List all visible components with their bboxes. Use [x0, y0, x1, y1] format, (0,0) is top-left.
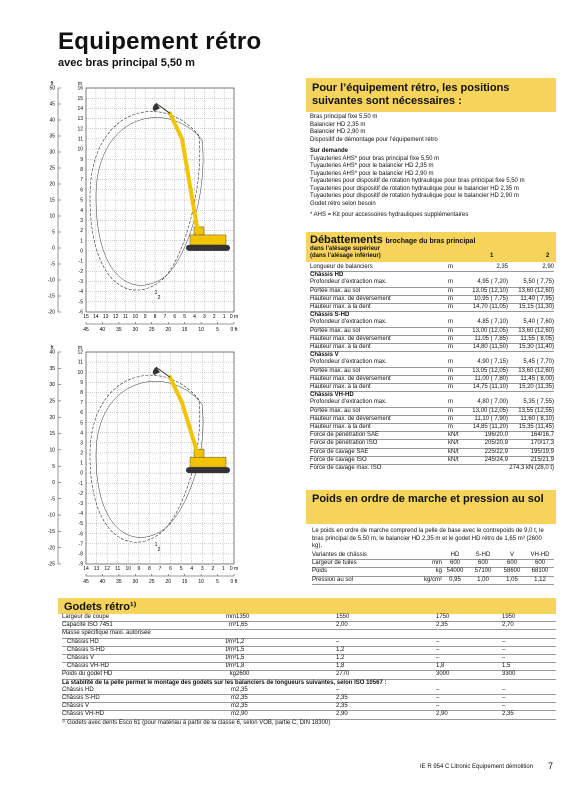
table-row: Châssis S-HD m 2,35 2,35 – – [62, 695, 556, 703]
equipment-heading: Pour l’équipement rétro, les positions suivantes sont nécessaires : [306, 78, 556, 112]
equipment-list [310, 114, 556, 220]
ft-tick-label: 20 [49, 181, 55, 188]
ft-tick-label: 40 [49, 117, 55, 124]
x-m-label: 12 [112, 314, 119, 320]
table-row: Portée max. au sol m 13,05 (12,10) 13,60 (12,60) [310, 287, 554, 294]
table-row: Force de cavage SAE kN/t 225/22,9 195/19,9 [310, 448, 554, 455]
weight-heading: Poids en ordre de marche et pression au sol [306, 490, 556, 524]
x-m-label: 10 [132, 314, 139, 320]
equipment-item: Balancier HD 2,90 m [310, 129, 366, 135]
table-row: Variantes de châssis HD S-HD V VH-HD [312, 552, 554, 560]
ft-tick-label: -20 [47, 309, 55, 316]
m-tick-label: 11 [77, 359, 83, 366]
x-ft-label: 0 ft [230, 327, 238, 333]
ft-tick-label: -25 [47, 561, 55, 568]
x-m-label: 8 [153, 314, 157, 320]
m-tick-label: -3 [78, 279, 83, 286]
x-m-label: 12 [104, 566, 110, 572]
demand-item: Tuyauteries AHS* pour bras principal fixe 5,50 m [310, 155, 440, 162]
x-m-label: 13 [102, 314, 109, 320]
curve-label-1: 1 [154, 542, 158, 548]
ft-tick-label: 50 [49, 85, 55, 92]
ft-tick-label: 0 [52, 245, 55, 252]
ahs-note: * AHS = Kit pour accessoires hydrauliques supplémentaires [310, 212, 469, 218]
ft-tick-label: 0 [52, 480, 55, 487]
x-ft-label: 25 [148, 579, 155, 585]
ft-tick-label: 35 [49, 365, 55, 372]
m-tick-label: -5 [78, 299, 83, 306]
x-ft-label: 15 [181, 579, 188, 585]
curve-label-1: 1 [154, 290, 158, 296]
table-row: Profondeur d’extraction max. m 4,80 ( 7,00) 5,35 ( 7,55) [310, 399, 554, 406]
buckets-note: ¹⁾ Godets avec dents Esco 61 (pour matériau à partir de la classe 6, selon VOB, partie C, DIN 18300) [62, 720, 331, 726]
x-m-label: 4 [190, 566, 194, 572]
table-row: Longueur de balanciers m 2,35 2,90 [310, 264, 554, 270]
m-tick-label: 3 [80, 217, 83, 224]
x-m-label: 9 [143, 314, 147, 320]
table-row: Hauteur max. de déversement m 11,00 ( 7,80) 11,45 ( 8,00) [310, 375, 554, 382]
m-tick-label: -6 [78, 531, 83, 538]
m-tick-label: 1 [80, 238, 83, 245]
debattements-table [310, 264, 554, 472]
table-row: Châssis V t/m³ 1,5 1,2 – – [62, 655, 556, 663]
m-unit-label: m [77, 345, 83, 351]
table-row: Hauteur max. à la dent m 14,80 (11,50) 15,30 (11,40) [310, 344, 554, 351]
m-tick-label: -7 [78, 541, 83, 548]
m-tick-label: 4 [80, 207, 83, 214]
m-tick-label: 2 [80, 450, 83, 457]
ft-tick-label: 30 [49, 149, 55, 156]
x-m-label: 7 [158, 566, 162, 572]
demand-item: Tuyauteries pour dispositif de rotation hydraulique pour bras principal fixe 5,50 m [310, 178, 525, 184]
table-row: Poids du godet HD kg 2600 2770 3000 3300 [62, 671, 556, 679]
x-ft-label: 40 [99, 327, 106, 333]
x-m-label: 1 [222, 314, 226, 320]
ft-tick-label: 40 [49, 349, 55, 356]
m-tick-label: 12 [77, 349, 83, 356]
m-tick-label: 4 [80, 430, 83, 437]
crawler-track [186, 245, 230, 251]
x-m-label: 5 [183, 314, 187, 320]
x-m-label: 10 [125, 566, 132, 572]
m-tick-label: 1 [80, 460, 83, 467]
ft-tick-label: 25 [49, 165, 55, 172]
table-row: Capacité ISO 7451 m³ 1,65 2,00 2,35 2,70 [62, 622, 556, 630]
table-row: Châssis HD m 2,35 – – – [62, 687, 556, 695]
m-tick-label: 6 [80, 410, 83, 417]
m-tick-label: -8 [78, 551, 83, 558]
table-row: Hauteur max. à la dent m 14,75 (11,10) 15,20 (11,35) [310, 384, 554, 391]
table-row: Profondeur d’extraction max. m 4,90 ( 7,15) 5,45 ( 7,70) [310, 359, 554, 366]
ft-tick-label: 45 [49, 101, 55, 108]
demand-item: Tuyauteries pour dispositif de rotation hydraulique pour le balancier HD 2,35 m [310, 185, 519, 192]
x-m-label: 11 [115, 566, 121, 572]
x-ft-label: 5 [216, 579, 219, 585]
m-tick-label: 13 [77, 116, 83, 123]
ft-tick-label: -5 [50, 261, 55, 268]
x-m-label: 8 [148, 566, 151, 572]
m-tick-label: 3 [80, 440, 83, 447]
curve-label-2: 2 [157, 295, 161, 301]
ft-tick-label: 35 [49, 133, 55, 140]
x-ft-label: 35 [116, 579, 122, 585]
m-tick-label: -5 [78, 521, 83, 528]
x-m-label: 6 [169, 566, 172, 572]
x-ft-label: 40 [99, 579, 106, 585]
m-tick-label: -2 [78, 490, 83, 497]
m-tick-label: -1 [78, 480, 83, 487]
page-title: Equipement rétro [58, 28, 262, 55]
ft-tick-label: -15 [47, 528, 55, 535]
m-tick-label: -3 [78, 501, 83, 508]
table-row: Poids kg 54000 57100 58600 68100 [312, 568, 554, 576]
x-m-label: 7 [163, 314, 167, 320]
ft-tick-label: 10 [49, 447, 55, 454]
chassis-group-title: Châssis S-HD [310, 312, 350, 319]
m-tick-label: 15 [77, 95, 83, 102]
ft-tick-label: 20 [49, 414, 55, 421]
x-m-label: 14 [83, 566, 89, 572]
curve-label-2: 2 [157, 547, 161, 553]
table-row: Hauteur max. de déversement m 10,95 ( 7,75) 11,40 ( 7,95) [310, 295, 554, 302]
envelope-curve-2 [96, 118, 203, 286]
ft-tick-label: 30 [49, 382, 55, 389]
weight-table [312, 552, 554, 585]
x-m-label: 9 [137, 566, 141, 572]
table-row: Masse spécifique maxi. autorisée [62, 630, 556, 638]
table-row: Largeur de coupe mm 1350 1550 1750 1950 [62, 614, 556, 622]
ft-unit-label: ft [50, 81, 54, 87]
ft-tick-label: 10 [49, 213, 55, 220]
x-m-label: 15 [83, 314, 89, 320]
x-ft-label: 20 [165, 579, 172, 585]
x-m-label: 2 [211, 566, 215, 572]
x-ft-label: 0 ft [230, 579, 238, 585]
x-m-label: 6 [173, 314, 177, 320]
buckets-heading: Godets rétro¹⁾ [58, 598, 556, 614]
m-tick-label: -4 [78, 289, 83, 296]
x-ft-label: 30 [132, 579, 139, 585]
on-demand-title: Sur demande [310, 148, 349, 154]
ft-unit-label: ft [50, 345, 54, 351]
x-ft-label: 10 [198, 327, 204, 333]
ft-tick-label: -15 [47, 293, 55, 300]
equipment-item: Dispositif de démontage pour l’équipement rétro [310, 136, 438, 143]
table-row: Châssis HD t/m³ 1,2 – – – [62, 638, 556, 646]
working-range-diagram-2 [38, 342, 248, 592]
demand-item: Tuyauteries AHS* pour le balancier HD 2,90 m [310, 170, 434, 177]
debattements-heading: Débattements brochage du bras principal dans l’alésage supérieur (dans l’alésage inférieur) 1 2 [306, 232, 556, 262]
m-tick-label: 11 [77, 136, 83, 143]
stability-note: La stabilité de la pelle permet le montage des godets sur les balanciers de longueurs suivantes, selon ISO 10567 : [62, 679, 387, 686]
table-row: Hauteur max. à la dent m 14,70 (11,05) 15,15 (11,30) [310, 304, 554, 311]
ft-tick-label: 5 [52, 463, 55, 470]
m-tick-label: 8 [80, 167, 83, 174]
m-tick-label: 12 [77, 126, 83, 133]
m-tick-label: -2 [78, 268, 83, 275]
table-row: Portée max. au sol m 13,00 (12,05) 13,55 (12,55) [310, 407, 554, 414]
ft-tick-label: -5 [50, 496, 55, 503]
upper-carriage [190, 235, 226, 245]
table-row: Châssis VH-HD m 2,90 2,90 2,90 2,35 [62, 711, 556, 719]
m-tick-label: 8 [80, 389, 83, 396]
footer-text: IE R 954 C Litronic Equipement démolition [420, 764, 534, 770]
m-tick-label: 0 [80, 248, 83, 255]
m-tick-label: -1 [78, 258, 83, 265]
page-subtitle: avec bras principal 5,50 m [58, 57, 195, 69]
x-m-label: 0 m [229, 314, 239, 320]
x-ft-label: 25 [148, 327, 155, 333]
equipment-item: Bras principal fixe 5,50 m [310, 114, 378, 120]
table-row: Châssis V m 2,35 2,35 – – [62, 703, 556, 711]
x-ft-label: 15 [181, 327, 188, 333]
upper-carriage [190, 457, 226, 467]
m-tick-label: 6 [80, 187, 83, 194]
envelope-curve-1 [90, 375, 200, 542]
x-ft-label: 5 [216, 327, 219, 333]
m-tick-label: 10 [77, 369, 83, 376]
ft-tick-label: -20 [47, 545, 55, 552]
table-row: Portée max. au sol m 13,00 (12,05) 13,60 (12,60) [310, 327, 554, 334]
m-tick-label: -4 [78, 511, 83, 518]
m-tick-label: -9 [78, 561, 83, 568]
ft-tick-label: 15 [49, 431, 55, 438]
m-tick-label: 5 [80, 420, 83, 427]
chassis-group-title: Châssis HD [310, 272, 344, 279]
m-tick-label: 9 [80, 156, 83, 163]
m-tick-label: -6 [78, 309, 83, 316]
m-tick-label: 7 [80, 177, 83, 184]
ft-tick-label: 25 [49, 398, 55, 405]
m-tick-label: 16 [77, 85, 83, 92]
ft-tick-label: -10 [47, 277, 55, 284]
weight-text: Le poids en ordre de marche comprend la pelle de base avec le contrepoids de 9,0 t, le bras principal de 5,50 m, le balancier HD 2,35 m et le godet HD rétro de 1,65 m³ (2600 kg). [312, 528, 544, 549]
x-m-label: 14 [93, 314, 99, 320]
x-ft-label: 10 [198, 579, 204, 585]
m-unit-label: m [77, 81, 83, 87]
x-m-label: 0 m [229, 566, 239, 572]
table-row: Largeur de tuiles mm 600 600 600 600 [312, 560, 554, 568]
table-row: Hauteur max. de déversement m 11,10 ( 7,90) 11,60 ( 8,10) [310, 415, 554, 422]
table-row: Force de cavage ISO kN/t 245/24,9 215/21,9 [310, 456, 554, 463]
m-tick-label: 10 [77, 146, 83, 153]
m-tick-label: 0 [80, 470, 83, 477]
x-m-label: 5 [179, 566, 183, 572]
page-number: 7 [548, 761, 554, 771]
x-m-label: 4 [193, 314, 196, 320]
x-ft-label: 45 [83, 327, 89, 333]
demand-item: Godet rétro selon besoin [310, 200, 376, 207]
table-row: Pression au sol kg/cm² 0,95 1,00 1,05 1,12 [312, 576, 554, 584]
ft-tick-label: 5 [52, 229, 55, 236]
m-tick-label: 5 [80, 197, 83, 204]
table-row: Force de pénétration ISO kN/t 205/20,9 170/17,3 [310, 440, 554, 447]
crawler-track [186, 467, 230, 473]
chassis-group-title: Châssis VH-HD [310, 392, 354, 399]
equipment-item: Balancier HD 2,35 m [310, 121, 366, 128]
ft-tick-label: 15 [49, 197, 55, 204]
buckets-table [62, 614, 556, 720]
x-m-label: 1 [222, 566, 225, 572]
m-tick-label: 7 [80, 400, 83, 407]
ft-tick-label: -10 [47, 512, 55, 519]
demand-item: Tuyauteries pour dispositif de rotation hydraulique pour le balancier HD 2,90 m [310, 193, 519, 199]
m-tick-label: 14 [77, 105, 83, 112]
m-tick-label: 2 [80, 228, 83, 235]
x-m-label: 13 [93, 566, 100, 572]
table-row: Châssis VH-HD t/m³ 1,8 1,8 1,8 1,5 [62, 663, 556, 671]
x-ft-label: 30 [132, 327, 139, 333]
working-range-diagram-1 [38, 78, 248, 340]
chassis-group-title: Châssis V [310, 352, 339, 359]
table-row: Profondeur d’extraction max. m 4,95 ( 7,20) 5,50 ( 7,75) [310, 279, 554, 286]
x-ft-label: 45 [83, 579, 89, 585]
x-ft-label: 20 [165, 327, 172, 333]
x-m-label: 3 [200, 566, 204, 572]
max-breakout-row: Force de cavage max. ISO 274,3 kN (28,0 t) [310, 465, 554, 472]
x-m-label: 11 [122, 314, 129, 320]
table-row: Châssis S-HD t/m³ 1,5 1,2 – – [62, 646, 556, 654]
bucket [153, 367, 160, 375]
demand-item: Tuyauteries AHS* pour le balancier HD 2,35 m [310, 163, 434, 169]
bucket [153, 103, 160, 111]
table-row: Profondeur d’extraction max. m 4,85 ( 7,10) 5,40 ( 7,60) [310, 319, 554, 326]
x-m-label: 2 [212, 314, 216, 320]
table-row: Portée max. au sol m 13,05 (12,05) 13,60 (12,60) [310, 367, 554, 374]
table-row: Hauteur max. de déversement m 11,05 ( 7,85) 11,55 ( 8,05) [310, 335, 554, 342]
x-ft-label: 35 [116, 327, 122, 333]
x-m-label: 3 [203, 314, 206, 320]
table-row: Hauteur max. à la dent m 14,85 (11,20) 15,35 (11,45) [310, 424, 554, 431]
m-tick-label: 9 [80, 379, 83, 386]
table-row: Force de pénétration SAE kN/t 196/20,0 164/16,7 [310, 432, 554, 439]
